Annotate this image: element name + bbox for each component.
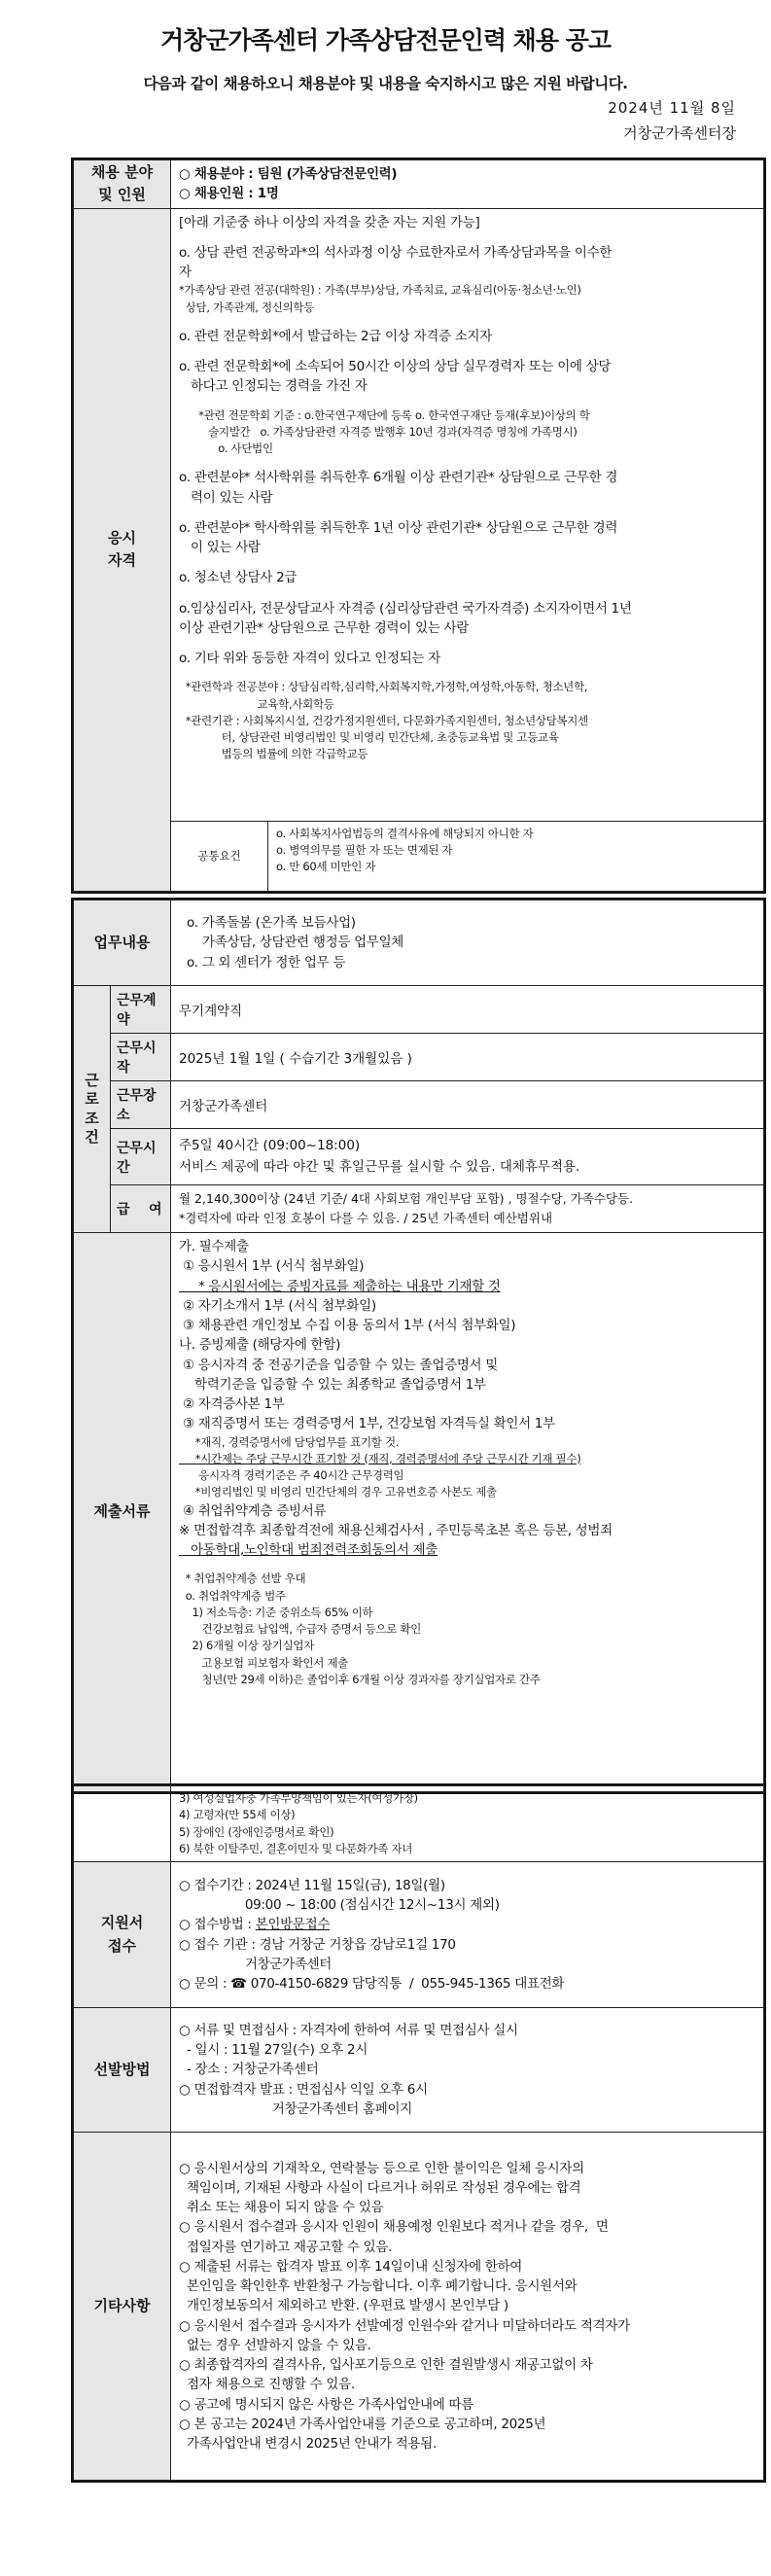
cond-value: 거창군가족센터 bbox=[171, 1081, 764, 1129]
other-line: ○ 제출된 서류는 합격자 발표 이후 14일이내 신청자에 한하여 bbox=[179, 2258, 523, 2275]
selection-line: ○ 면접합격자 발표 : 면접심사 익일 오후 6시 bbox=[179, 2081, 428, 2098]
qualification-line: o. 청소년 상담사 2급 bbox=[179, 570, 298, 586]
qualification-line: *관련학과 전공분야 : 상담심리학,심리학,사회복지학,가정학,여성학,아동학, 청소년학, 교육학,사회학등 *관련기관 : 사회복지시설, 건강가정지원센터, 다문화가족지원센터, 청소년상담복지센 터, 상담관련 비영리법인 및 비영리 민간단체, 초중등교육법 및 고등교육 법등의 법률에 의한 각급학교등 bbox=[185, 680, 588, 761]
conditions-label: 근 로 조 건 bbox=[74, 986, 111, 1233]
apply-line: ○ 문의 : ☎ 070-4150-6829 담당직통 / 055-945-1365 대표전화 bbox=[179, 1976, 565, 1992]
selection-line: - 장소 : 거창군가족센터 bbox=[179, 2062, 319, 2078]
other-label: 기타사항 bbox=[74, 2133, 171, 2481]
document-line: *재직, 경력증명서에 담당업무를 표기할 것. bbox=[179, 1434, 400, 1449]
recruit-field: ○ 채용분야 : 팀원 (가족상담전문인력) bbox=[179, 166, 398, 182]
common-item: o. 병역의무를 필한 자 또는 면제된 자 bbox=[276, 842, 453, 857]
selection-label: 선발방법 bbox=[74, 2008, 171, 2133]
cond-value: 월 2,140,300이상 (24년 기준/ 4대 사회보험 개인부담 포함) , 명절수당, 가족수당등. *경력자에 따라 인정 호봉이 다를 수 있음. / 25년 가족센터 예산범위내 bbox=[171, 1185, 764, 1233]
duties-conditions-table bbox=[73, 900, 764, 1792]
documents-continued bbox=[171, 1786, 764, 1862]
other-line: 책임이며, 기재된 사항과 사실이 다르거나 허위로 작성된 경우에는 합격 bbox=[179, 2179, 581, 2196]
selection-body bbox=[171, 2008, 764, 2133]
document-line: 가. 필수제출 bbox=[179, 1239, 249, 1254]
qualification-line: *가족상담 관련 전공(대학원) : 가족(부부)상담, 가족치료, 교육심리(아동·청소년·노인) 상담, 가족관계, 정신의학등 bbox=[179, 283, 581, 314]
document-line: ③ 재직증명서 또는 경력증명서 1부, 건강보험 자격득실 확인서 1부 bbox=[179, 1416, 555, 1432]
other-body bbox=[171, 2133, 764, 2481]
qualification-body bbox=[171, 208, 764, 821]
apply-method-value: 본인방문접수 bbox=[255, 1917, 331, 1933]
cond-key: 급 여 bbox=[111, 1185, 171, 1233]
document-line: 아동학대,노인학대 범죄전력조회동의서 제출 bbox=[179, 1542, 438, 1558]
other-line: ○ 공고에 명시되지 않은 사항은 가족사업안내에 따름 bbox=[179, 2396, 473, 2413]
document-line: 건강보험료 납입액, 수급자 증명서 등으로 확인 bbox=[179, 1622, 422, 1636]
document-line: 청년(만 29세 이하)은 졸업이후 6개월 이상 경과자를 장기실업자로 간주 bbox=[179, 1672, 541, 1686]
document-line: ③ 채용관련 개인정보 수집 이용 동의서 1부 (서식 첨부화일) bbox=[179, 1318, 516, 1333]
apply-line: ○ 접수 기관 : 경남 거창군 거창읍 강남로1길 170 bbox=[179, 1936, 456, 1953]
apply-label: 지원서 접수 bbox=[74, 1862, 171, 2008]
duties-label: 업무내용 bbox=[74, 900, 171, 986]
qualification-line: o.임상심리사, 전문상담교사 자격증 (심리상담관련 국가자격증) 소지자이면서 1년 이상 관련기관* 상담원으로 근무한 경력이 있는 사람 bbox=[179, 600, 632, 636]
doc-cont-line: 3) 여성실업자중 가족부양책임이 있는자(여성가장) bbox=[179, 1791, 418, 1805]
other-line: 접일자를 연기하고 재공고할 수 있음. bbox=[179, 2239, 393, 2255]
document-line: *비영리법인 및 비영리 민간단체의 경우 고유번호증 사본도 제출 bbox=[179, 1485, 497, 1500]
other-line: 본인임을 확인한후 반환청구 가능합니다. 이후 폐기합니다. 응시원서와 bbox=[179, 2278, 578, 2295]
document-line: ※ 면접합격후 최종합격전에 채용신체검사서 , 주민등록초본 혹은 등본, 성범죄 bbox=[179, 1522, 613, 1538]
cond-key: 근무계약 bbox=[111, 986, 171, 1034]
common-requirements-label: 공통요건 bbox=[171, 821, 268, 891]
selection-line: ○ 서류 및 면접심사 : 자격자에 한하여 서류 및 면접심사 실시 bbox=[179, 2022, 518, 2038]
document-line: 학력기준을 입증할 수 있는 최종학교 졸업증명서 1부 bbox=[179, 1376, 486, 1393]
recruit-label: 채용 분야 및 인원 bbox=[74, 160, 171, 209]
other-line: ○ 응시원서 접수결과 응시자가 선발예정 인원수와 같거나 미달하더라도 적격자가 bbox=[179, 2317, 630, 2334]
document-line: *시간제는 주당 근무시간 표기할 것 (재직, 경력증명서에 주당 근무시간 기재 필수) bbox=[179, 1451, 581, 1465]
document-line: 2) 6개월 이상 장기실업자 bbox=[179, 1639, 315, 1653]
document-line: o. 취업취약계층 범주 bbox=[179, 1588, 286, 1603]
document-line: * 응시원서에는 증빙자료를 제출하는 내용만 기재할 것 bbox=[179, 1278, 501, 1294]
document-line: ② 자기소개서 1부 (서식 첨부화일) bbox=[179, 1297, 376, 1314]
other-line: 없는 경우 선발하지 않을 수 있음. bbox=[179, 2337, 371, 2353]
document-line: 1) 저소득층: 기준 중위소득 65% 이하 bbox=[179, 1605, 373, 1619]
apply-method: ○ 접수방법 : 본인방문접수 bbox=[179, 1917, 331, 1933]
document-line: 응시자격 경력기준은 주 40시간 근무경력임 bbox=[179, 1468, 404, 1482]
qualification-line: o. 관련 전문학회*에 소속되어 50시간 이상의 상담 실무경력자 또는 이에 상당 하다고 인정되는 경력을 가진 자 bbox=[179, 359, 612, 395]
doc-cont-line: 4) 고령자(만 55세 이상) bbox=[179, 1808, 296, 1822]
qualification-line: o. 상담 관련 전공학과*의 석사과정 이상 수료한자로서 가족상담과목을 이수한 자 bbox=[179, 244, 613, 280]
document-line: ① 응시원서 1부 (서식 첨부화일) bbox=[179, 1258, 365, 1275]
recruit-qualification-table bbox=[73, 159, 764, 892]
doc-cont-line: 6) 북한 이탈주민, 결혼이민자 및 다문화가족 자녀 bbox=[179, 1841, 413, 1855]
duty-line: 가족상담, 상담관련 행정등 업무일체 bbox=[187, 935, 404, 951]
common-item: o. 사회복지사업법등의 결격사유에 해당되지 아니한 자 bbox=[276, 826, 534, 840]
other-line: ○ 최종합격자의 결격사유, 입사포기등으로 인한 결원발생시 재공고없이 차 bbox=[179, 2357, 593, 2374]
selection-line: 거창군가족센터 홈페이지 bbox=[179, 2100, 412, 2117]
document-line: 고용보험 피보험자 확인서 제출 bbox=[179, 1655, 349, 1670]
other-line: ○ 본 공고는 2024년 가족사업안내를 기준으로 공고하며, 2025년 bbox=[179, 2416, 546, 2432]
qualification-label: 응시 자격 bbox=[74, 208, 171, 891]
documents-label: 제출서류 bbox=[74, 1233, 171, 1792]
doc-cont-line: 5) 장애인 (장애인증명서로 확인) bbox=[179, 1824, 334, 1839]
apply-line: ○ 접수기간 : 2024년 11월 15일(금), 18일(월) bbox=[179, 1877, 445, 1893]
duties-body bbox=[171, 900, 764, 986]
apply-line: 거창군가족센터 bbox=[179, 1956, 333, 1972]
duty-line: o. 가족돌봄 (온가족 보듬사업) bbox=[187, 915, 356, 932]
selection-line: - 일시 : 11월 27일(수) 오후 2시 bbox=[179, 2042, 368, 2059]
document-line: ② 자격증사본 1부 bbox=[179, 1396, 285, 1412]
document-line: ① 응시자격 중 전공기준을 입증할 수 있는 졸업증명서 및 bbox=[179, 1357, 499, 1373]
qualification-line: o. 관련분야* 석사학위를 취득한후 6개월 이상 관련기관* 상담원으로 근무한 경 력이 있는 사람 bbox=[179, 470, 618, 506]
notice-date: 2024년 11월 8일 bbox=[608, 99, 736, 117]
qualification-line: o. 관련 전문학회*에서 발급하는 2급 이상 자격증 소지자 bbox=[179, 328, 492, 344]
other-line: 가족사업안내 변경시 2025년 안내가 적용됨. bbox=[179, 2436, 437, 2452]
apply-body bbox=[171, 1862, 764, 2008]
apply-line: 09:00 ~ 18:00 (점심시간 12시~13시 제외) bbox=[179, 1897, 500, 1913]
qualification-line: [아래 기준중 하나 이상의 자격을 갖춘 자는 지원 가능] bbox=[179, 214, 480, 230]
cond-value: 주5일 40시간 (09:00~18:00) 서비스 제공에 따라 야간 및 휴일근무를 실시할 수 있음. 대체휴무적용. bbox=[171, 1129, 764, 1185]
qualification-line: o. 기타 위와 동등한 자격이 있다고 인정되는 자 bbox=[179, 651, 440, 666]
document-line: * 취업취약계층 선발 우대 bbox=[179, 1571, 306, 1586]
cond-value: 2025년 1월 1일 ( 수습기간 3개월있음 ) bbox=[171, 1034, 764, 1081]
document-line: 나. 증빙제출 (해당자에 한함) bbox=[179, 1337, 341, 1354]
common-item: o. 만 60세 미만인 자 bbox=[276, 860, 376, 873]
cond-key: 근무장소 bbox=[111, 1081, 171, 1129]
page-title: 거창군가족센터 가족상담전문인력 채용 공고 bbox=[160, 26, 611, 54]
common-requirements bbox=[268, 821, 764, 891]
cond-key: 근무시간 bbox=[111, 1129, 171, 1185]
documents-body bbox=[171, 1233, 764, 1792]
qualification-line: *관련 전문학회 기준 : o.한국연구재단에 등록 o. 한국연구재단 등재(후보)이상의 학 술지발간 o. 가족상담관련 자격증 발행후 10년 경과(자격증 명칭에 가족명시) o. 사단법인 bbox=[198, 407, 590, 455]
cond-value: 무기계약직 bbox=[171, 986, 764, 1034]
other-line: ○ 응시원서상의 기재착오, 연락불능 등으로 인한 불이익은 일체 응시자의 bbox=[179, 2160, 584, 2176]
recruit-count: ○ 채용인원 : 1명 bbox=[179, 186, 279, 202]
other-line: 개인정보동의서 제외하고 반환. (우편료 발생시 본인부담 ) bbox=[179, 2298, 508, 2314]
duty-line: o. 그 외 센터가 정한 업무 등 bbox=[187, 954, 346, 970]
other-line: ○ 응시원서 접수결과 응시자 인원이 채용예정 인원보다 적거나 같을 경우, 면 bbox=[179, 2219, 609, 2236]
other-line: 점자 채용으로 진행할 수 있음. bbox=[179, 2377, 355, 2393]
other-line: 취소 또는 채용이 되지 않을 수 있음 bbox=[179, 2200, 384, 2216]
apply-selection-table bbox=[73, 1785, 764, 2481]
document-line: ④ 취업취약계층 증빙서류 bbox=[179, 1502, 327, 1519]
qualification-line: o. 관련분야* 학사학위를 취득한후 1년 이상 관련기관* 상담원으로 근무한 경력 이 있는 사람 bbox=[179, 519, 618, 555]
intro-text: 다음과 같이 채용하오니 채용분야 및 내용을 숙지하시고 많은 지원 바랍니다. bbox=[143, 75, 628, 92]
issuer: 거창군가족센터장 bbox=[623, 124, 736, 142]
cond-key: 근무시작 bbox=[111, 1034, 171, 1081]
